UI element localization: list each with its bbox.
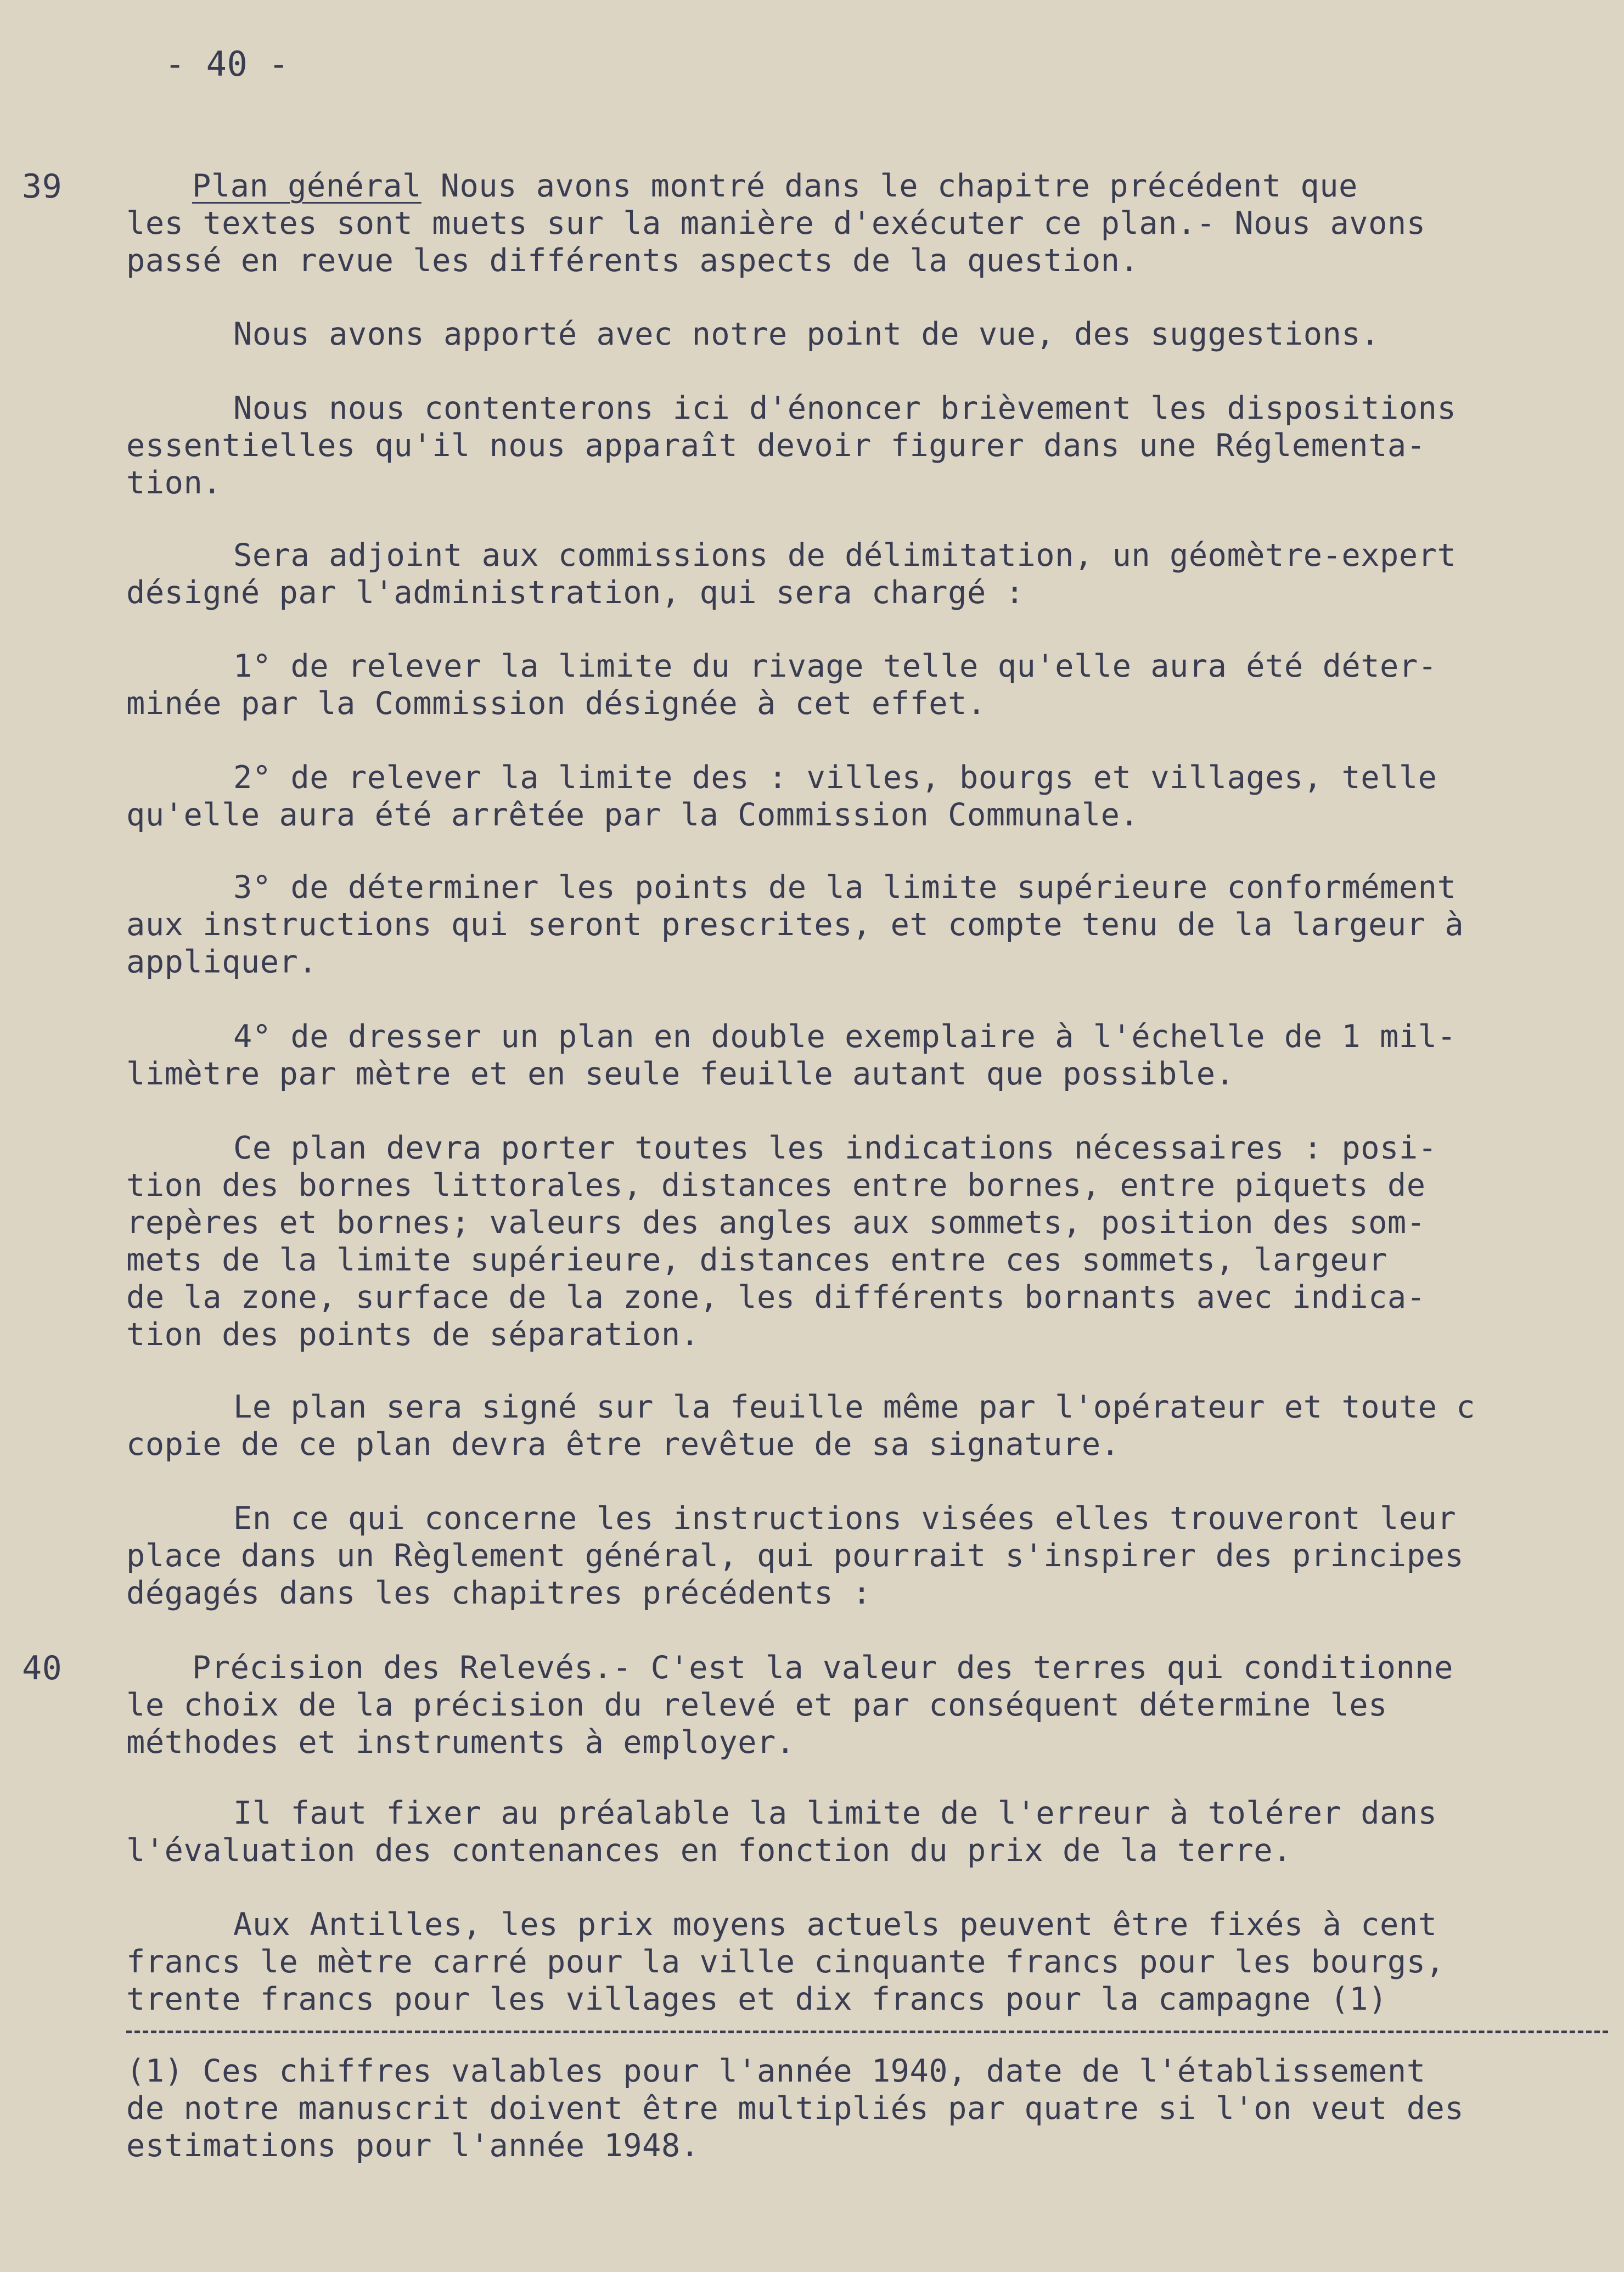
section-number: 39 (22, 167, 63, 206)
paragraph-line: Nous nous contenterons ici d'énoncer brièvement les dispositions (233, 390, 1457, 426)
paragraph (126, 537, 1608, 611)
paragraph-line: Le plan sera signé sur la feuille même par l'opérateur et toute c (233, 1389, 1476, 1425)
paragraph-line: désigné par l'administration, qui sera chargé : (126, 575, 1025, 611)
paragraph-line: appliquer. (126, 944, 318, 980)
paragraph-line: limètre par mètre et en seule feuille autant que possible. (126, 1056, 1235, 1092)
list-item (126, 1018, 1608, 1093)
list-item (126, 648, 1608, 722)
paragraph-line: Nous avons apporté avec notre point de vue, des suggestions. (233, 316, 1380, 352)
paragraph-line: qu'elle aura été arrêtée par la Commission Communale. (126, 797, 1139, 833)
paragraph-line: de la zone, surface de la zone, les différents bornants avec indica- (126, 1279, 1426, 1315)
paragraph-line: 4° de dresser un plan en double exemplaire à l'échelle de 1 mil- (233, 1019, 1457, 1055)
paragraph-line: tion des points de séparation. (126, 1317, 700, 1353)
section-number: 40 (22, 1649, 63, 1688)
page-number: - 40 - (165, 44, 289, 84)
paragraph-line: le choix de la précision du relevé et par conséquent détermine les (126, 1687, 1387, 1723)
paragraph (126, 1388, 1608, 1463)
paragraph-line: tion. (126, 465, 222, 501)
paragraph-line: copie de ce plan devra être revêtue de sa signature. (126, 1426, 1120, 1463)
footnote-line: estimations pour l'année 1948. (126, 2128, 700, 2164)
footnote-line: (1) Ces chiffres valables pour l'année 1940, date de l'établissement (126, 2053, 1426, 2089)
paragraph-line: dégagés dans les chapitres précédents : (126, 1575, 872, 1611)
footnote (126, 2052, 1608, 2164)
section-heading: Plan général (192, 168, 422, 204)
paragraph-line: repères et bornes; valeurs des angles aux sommets, position des som- (126, 1205, 1426, 1241)
paragraph-line: mets de la limite supérieure, distances entre ces sommets, largeur (126, 1242, 1387, 1278)
paragraph-line: 2° de relever la limite des : villes, bourgs et villages, telle (233, 760, 1437, 796)
paragraph-line: Précision des Relevés.- C'est la valeur des terres qui conditionne (192, 1650, 1453, 1686)
paragraph (126, 1500, 1608, 1612)
paragraph-line: passé en revue les différents aspects de la question. (126, 243, 1139, 279)
footnote-line: de notre manuscrit doivent être multipliés par quatre si l'on veut des (126, 2090, 1464, 2127)
paragraph-line: 3° de déterminer les points de la limite supérieure conformément (233, 869, 1457, 906)
paragraph (126, 1129, 1608, 1353)
paragraph-line: les textes sont muets sur la manière d'exécuter ce plan.- Nous avons (126, 205, 1426, 241)
paragraph-line: Ce plan devra porter toutes les indications nécessaires : posi- (233, 1130, 1437, 1166)
paragraph (126, 316, 1608, 353)
footnote-divider (126, 2031, 1608, 2033)
list-item (126, 869, 1608, 981)
paragraph-line: tion des bornes littorales, distances entre bornes, entre piquets de (126, 1167, 1426, 1204)
paragraph-line: Aux Antilles, les prix moyens actuels peuvent être fixés à cent (233, 1907, 1437, 1943)
paragraph-line: Plan général Nous avons montré dans le chapitre précédent que (192, 168, 1358, 204)
paragraph-line: En ce qui concerne les instructions visées elles trouveront leur (233, 1500, 1457, 1537)
paragraph-line: essentielles qu'il nous apparaît devoir figurer dans une Réglementa- (126, 428, 1426, 464)
paragraph-line: l'évaluation des contenances en fonction du prix de la terre. (126, 1832, 1292, 1869)
paragraph-line: francs le mètre carré pour la ville cinquante francs pour les bourgs, (126, 1944, 1445, 1980)
paragraph-line: méthodes et instruments à employer. (126, 1724, 795, 1761)
paragraph-line: aux instructions qui seront prescrites, et compte tenu de la largeur à (126, 907, 1464, 943)
paragraph-line: Sera adjoint aux commissions de délimitation, un géomètre-expert (233, 537, 1457, 573)
paragraph-plan-general (126, 167, 1608, 279)
paragraph-line: trente francs pour les villages et dix francs pour la campagne (1) (126, 1981, 1387, 2017)
paragraph (126, 1906, 1608, 2018)
paragraph-line: place dans un Règlement général, qui pourrait s'inspirer des principes (126, 1538, 1464, 1574)
paragraph-line: minée par la Commission désignée à cet effet. (126, 685, 986, 722)
paragraph-line: Il faut fixer au préalable la limite de l'erreur à tolérer dans (233, 1795, 1437, 1831)
paragraph (126, 1795, 1608, 1869)
paragraph-line: 1° de relever la limite du rivage telle qu'elle aura été déter- (233, 648, 1437, 684)
list-item (126, 759, 1608, 834)
paragraph-precision (126, 1649, 1608, 1761)
paragraph (126, 390, 1608, 502)
